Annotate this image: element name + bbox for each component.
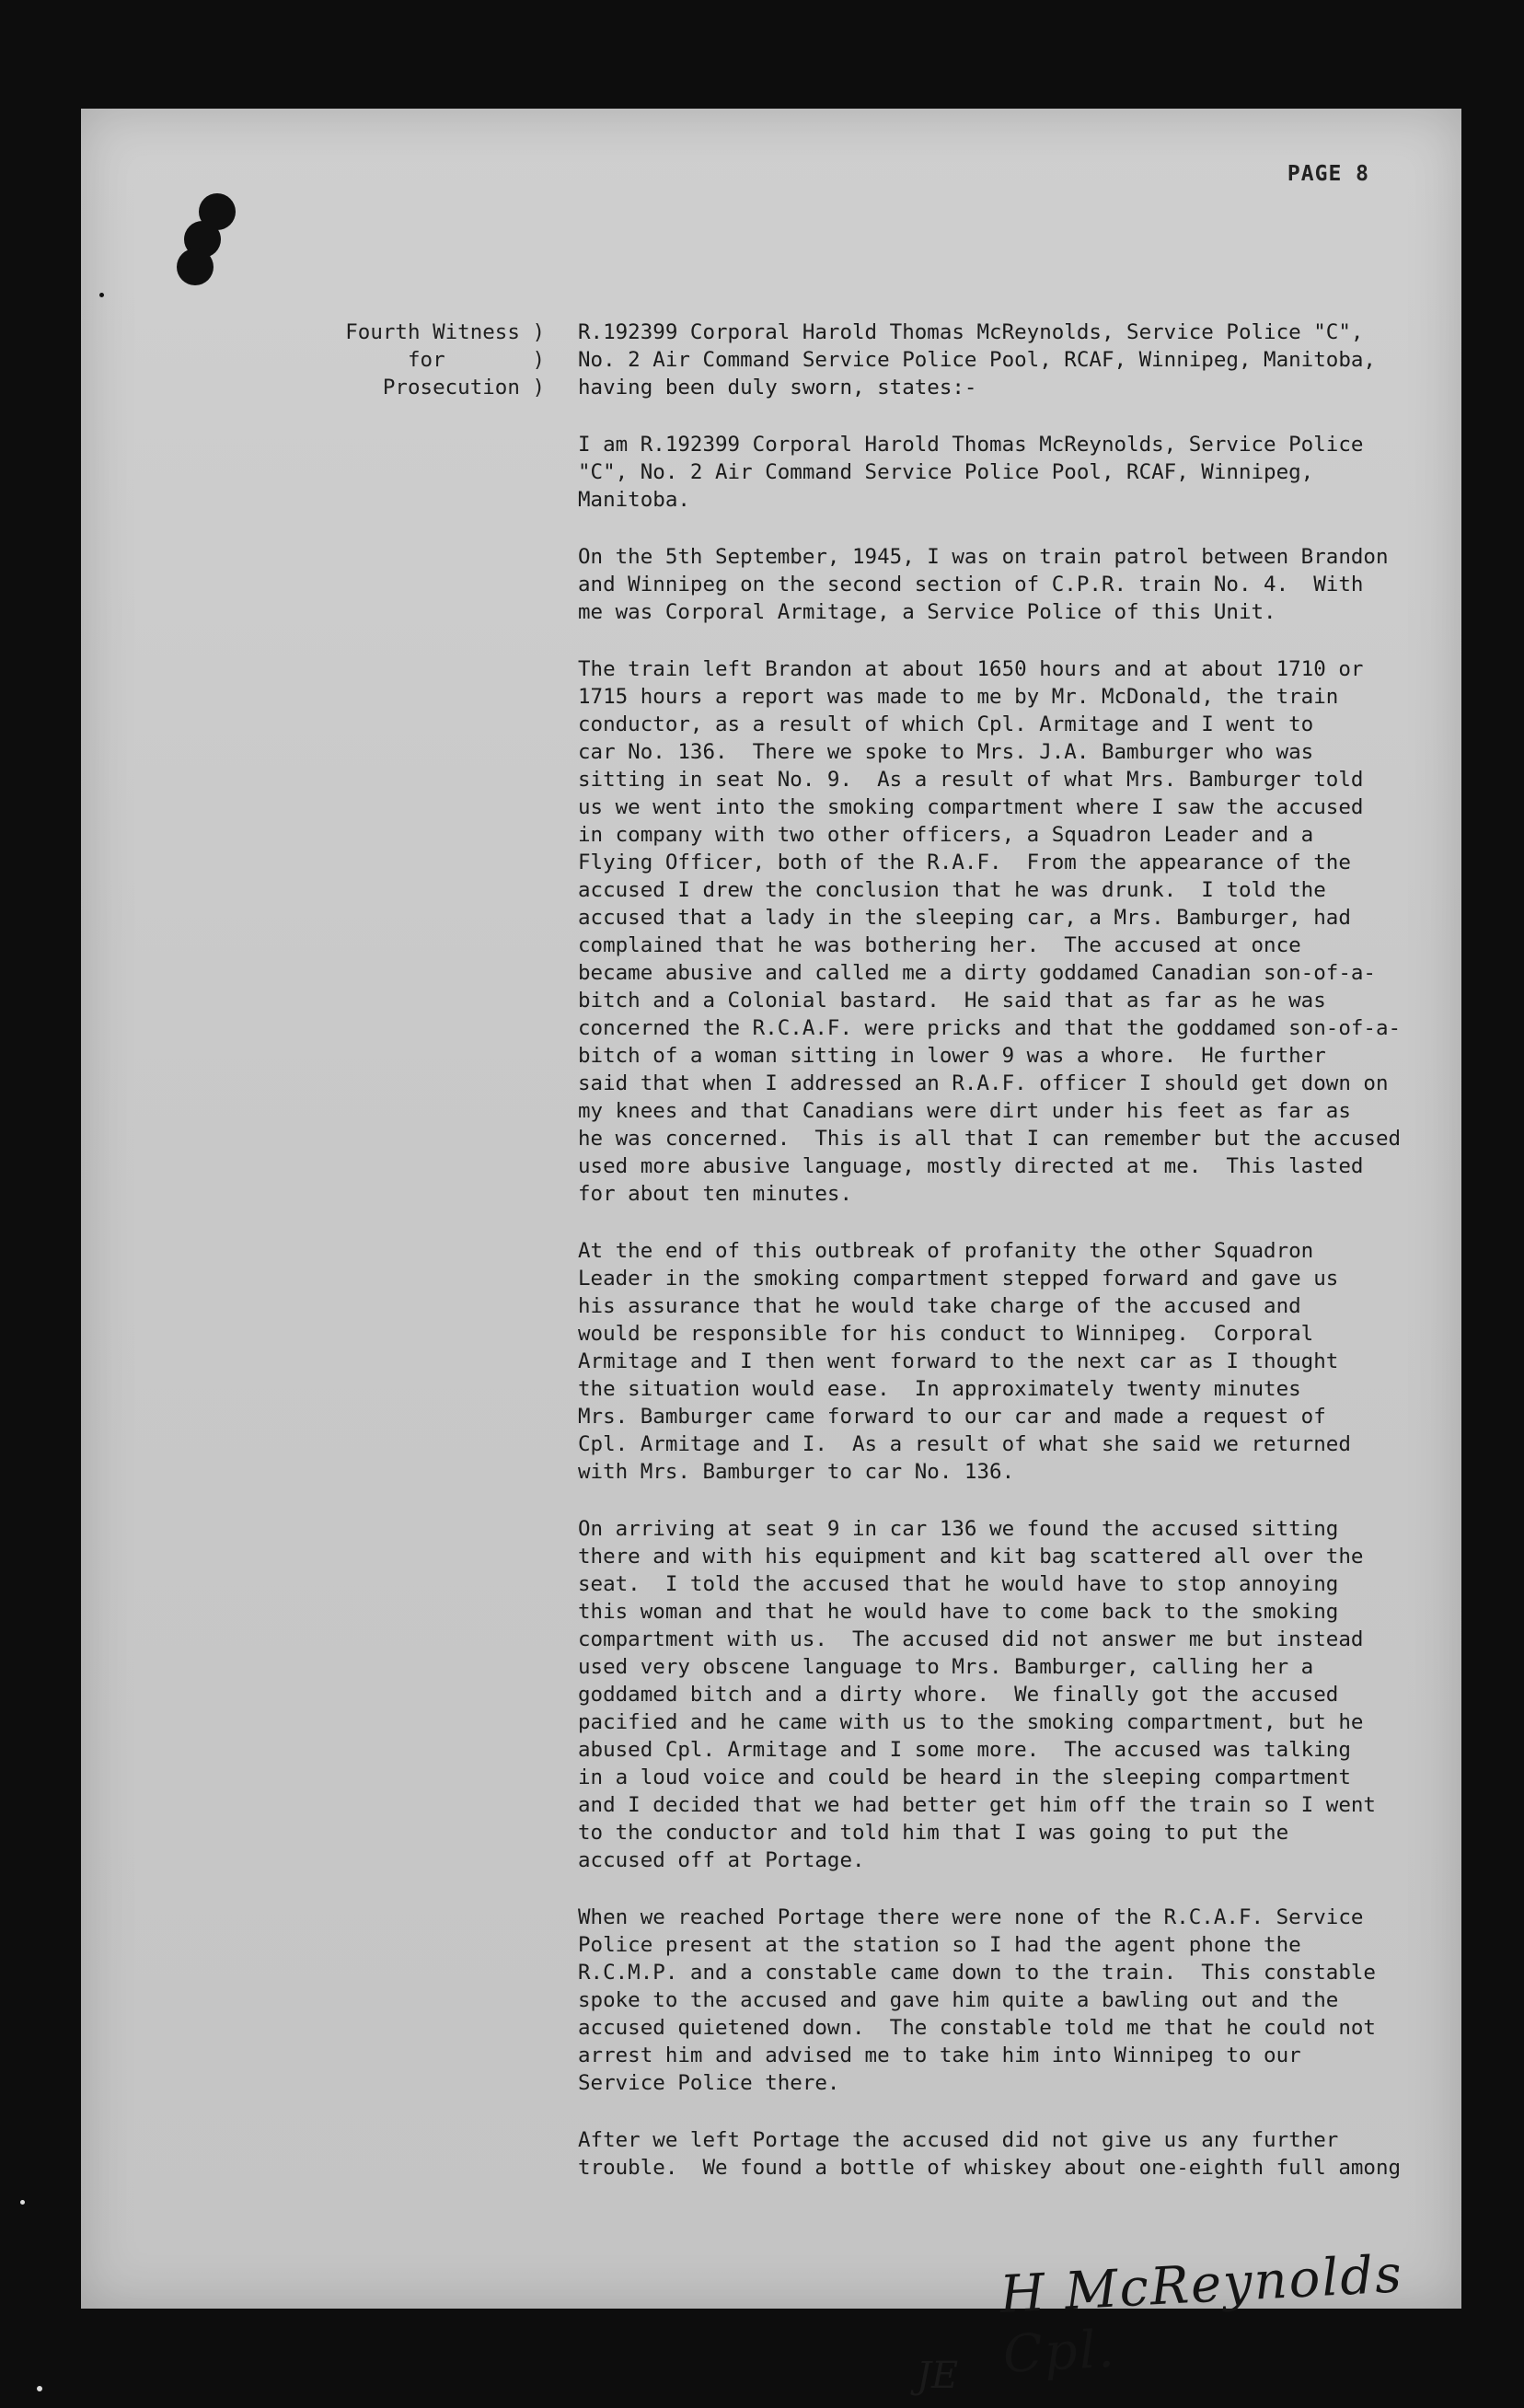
text-line: used very obscene language to Mrs. Bamburger, calling her a (578, 1655, 1314, 1679)
text-line: The train left Brandon at about 1650 hours and at about 1710 or (578, 657, 1364, 681)
text-line: bitch and a Colonial bastard. He said that as far as he was (578, 989, 1326, 1013)
text-line: Mrs. Bamburger came forward to our car and made a request of (578, 1405, 1326, 1429)
caption-line: Fourth Witness ) (345, 320, 545, 344)
witness-caption (228, 318, 545, 401)
text-line: Flying Officer, both of the R.A.F. From the appearance of the (578, 851, 1351, 874)
text-line: seat. I told the accused that he would have to stop annoying (578, 1572, 1339, 1596)
text-line: used more abusive language, mostly directed at me. This lasted (578, 1154, 1364, 1178)
text-line: abused Cpl. Armitage and I some more. The accused was talking (578, 1738, 1351, 1762)
text-line: Police present at the station so I had the agent phone the (578, 1933, 1301, 1957)
text-line: and Winnipeg on the second section of C.P.R. train No. 4. With (578, 573, 1364, 596)
text-line: Service Police there. (578, 2071, 840, 2095)
paragraph (578, 543, 1517, 626)
text-line: Leader in the smoking compartment stepped forward and gave us (578, 1267, 1339, 1291)
paragraph (578, 655, 1517, 1208)
text-line: my knees and that Canadians were dirt under his feet as far as (578, 1099, 1351, 1123)
text-line: I am R.192399 Corporal Harold Thomas McReynolds, Service Police (578, 433, 1364, 457)
text-line: Armitage and I then went forward to the next car as I thought (578, 1349, 1339, 1373)
page-number: PAGE 8 (1287, 162, 1369, 186)
text-line: having been duly sworn, states:- (578, 376, 977, 399)
scan-speck (99, 293, 104, 297)
text-line: goddamed bitch and a dirty whore. We finally got the accused (578, 1683, 1339, 1707)
scan-speck (37, 2386, 42, 2391)
text-line: accused I drew the conclusion that he was drunk. I told the (578, 878, 1326, 902)
caption-line: for ) (407, 348, 545, 372)
text-line: this woman and that he would have to come back to the smoking (578, 1600, 1339, 1624)
text-line: accused quietened down. The constable told me that he could not (578, 2016, 1376, 2040)
text-line: trouble. We found a bottle of whiskey about one-eighth full among (578, 2156, 1402, 2180)
text-line: there and with his equipment and kit bag scattered all over the (578, 1545, 1364, 1569)
text-line: became abusive and called me a dirty goddamed Canadian son-of-a- (578, 961, 1376, 985)
text-line: accused off at Portage. (578, 1848, 865, 1872)
text-line: concerned the R.C.A.F. were pricks and that the goddamed son-of-a- (578, 1016, 1402, 1040)
text-line: Manitoba. (578, 488, 690, 512)
text-line: his assurance that he would take charge of the accused and (578, 1294, 1301, 1318)
text-line: to the conductor and told him that I was going to put the (578, 1821, 1289, 1845)
text-line: compartment with us. The accused did not answer me but instead (578, 1627, 1364, 1651)
handwritten-initials: JE (917, 2355, 959, 2397)
caption-line: Prosecution ) (382, 376, 545, 399)
text-line: sitting in seat No. 9. As a result of what Mrs. Bamburger told (578, 768, 1364, 792)
scan-speck (20, 2200, 25, 2205)
paragraph (578, 2126, 1517, 2182)
text-line: 1715 hours a report was made to me by Mr. McDonald, the train (578, 685, 1339, 709)
text-line: Cpl. Armitage and I. As a result of what she said we returned (578, 1432, 1351, 1456)
text-line: us we went into the smoking compartment where I saw the accused (578, 795, 1364, 819)
paragraph (578, 1515, 1517, 1874)
text-line: bitch of a woman sitting in lower 9 was a whore. He further (578, 1044, 1326, 1068)
paragraph (578, 1904, 1517, 2097)
punch-hole (177, 249, 214, 285)
text-line: When we reached Portage there were none of the R.C.A.F. Service (578, 1905, 1364, 1929)
text-line: and I decided that we had better get him off the train so I went (578, 1793, 1376, 1817)
text-line: No. 2 Air Command Service Police Pool, RCAF, Winnipeg, Manitoba, (578, 348, 1376, 372)
text-line: On the 5th September, 1945, I was on train patrol between Brandon (578, 545, 1389, 569)
paragraph (578, 1237, 1517, 1486)
paragraph (578, 431, 1517, 514)
text-line: the situation would ease. In approximately twenty minutes (578, 1377, 1301, 1401)
text-line: complained that he was bothering her. The accused at once (578, 933, 1301, 957)
text-line: he was concerned. This is all that I can remember but the accused (578, 1127, 1402, 1151)
text-line: accused that a lady in the sleeping car, a Mrs. Bamburger, had (578, 906, 1351, 930)
intro-paragraph (578, 318, 1517, 401)
text-line: R.192399 Corporal Harold Thomas McReynolds, Service Police "C", (578, 320, 1364, 344)
text-line: in company with two other officers, a Squadron Leader and a (578, 823, 1314, 847)
text-line: On arriving at seat 9 in car 136 we found the accused sitting (578, 1517, 1339, 1541)
text-line: After we left Portage the accused did not give us any further (578, 2128, 1339, 2152)
text-line: spoke to the accused and gave him quite a bawling out and the (578, 1988, 1339, 2012)
handwritten-signature: H McReynolds Cpl. (998, 2244, 1405, 2385)
statement-body (578, 318, 1517, 2211)
text-line: pacified and he came with us to the smoking compartment, but he (578, 1710, 1364, 1734)
text-line: conductor, as a result of which Cpl. Armitage and I went to (578, 712, 1314, 736)
text-line: R.C.M.P. and a constable came down to the train. This constable (578, 1961, 1376, 1985)
text-line: me was Corporal Armitage, a Service Police of this Unit. (578, 600, 1276, 624)
text-line: arrest him and advised me to take him into Winnipeg to our (578, 2043, 1301, 2067)
text-line: would be responsible for his conduct to Winnipeg. Corporal (578, 1322, 1314, 1346)
text-line: "C", No. 2 Air Command Service Police Pool, RCAF, Winnipeg, (578, 460, 1314, 484)
text-line: said that when I addressed an R.A.F. officer I should get down on (578, 1071, 1389, 1095)
document-page (81, 109, 1461, 2397)
text-line: for about ten minutes. (578, 1182, 853, 1206)
text-line: with Mrs. Bamburger to car No. 136. (578, 1460, 1015, 1484)
text-line: car No. 136. There we spoke to Mrs. J.A. Bamburger who was (578, 740, 1314, 764)
text-line: At the end of this outbreak of profanity the other Squadron (578, 1239, 1314, 1263)
text-line: in a loud voice and could be heard in the sleeping compartment (578, 1765, 1351, 1789)
